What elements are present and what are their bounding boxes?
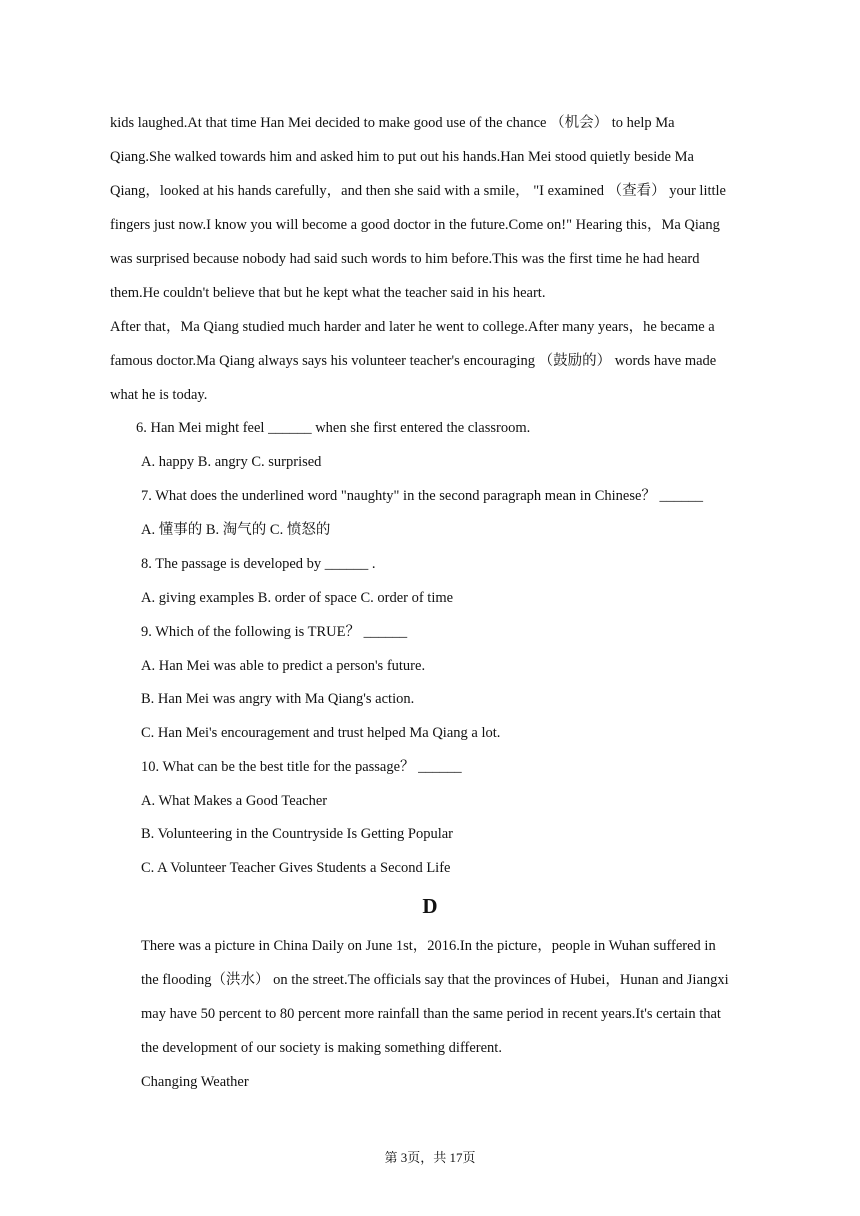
question-8-options: A. giving examples B. order of space C. order of time <box>141 590 454 606</box>
passage-line: famous doctor.Ma Qiang always says his volunteer teacher's encouraging （鼓励的） words have made <box>110 353 717 369</box>
passage-line: Qiang，looked at his hands carefully，and then she said with a smile， "I examined （查看） your little <box>110 183 726 199</box>
question-6-stem: 6. Han Mei might feel ______ when she first entered the classroom. <box>136 420 531 436</box>
question-7-options: A. 懂事的 B. 淘气的 C. 愤怒的 <box>141 522 331 538</box>
question-10-option-c: C. A Volunteer Teacher Gives Students a Second Life <box>141 860 451 876</box>
passage-line: the flooding（洪水） on the street.The officials say that the provinces of Hubei，Hunan and Jiangxi <box>141 972 729 988</box>
passage-line: kids laughed.At that time Han Mei decided to make good use of the chance （机会） to help Ma <box>110 115 675 131</box>
question-8-stem: 8. The passage is developed by ______ . <box>141 556 376 572</box>
question-10-option-b: B. Volunteering in the Countryside Is Getting Popular <box>141 826 453 842</box>
passage-line: the development of our society is making something different. <box>141 1040 502 1056</box>
question-9-stem: 9. Which of the following is TRUE？ ______ <box>141 624 408 640</box>
question-6-options: A. happy B. angry C. surprised <box>141 454 322 470</box>
passage-line: what he is today. <box>110 387 208 403</box>
passage-line: Qiang.She walked towards him and asked him to put out his hands.Han Mei stood quietly beside Ma <box>110 149 694 165</box>
section-heading: D <box>422 894 438 918</box>
question-10-option-a: A. What Makes a Good Teacher <box>141 793 328 809</box>
passage-line: Changing Weather <box>141 1074 249 1090</box>
question-9-option-b: B. Han Mei was angry with Ma Qiang's action. <box>141 691 415 707</box>
passage-line: was surprised because nobody had said such words to him before.This was the first time he had heard <box>110 251 700 267</box>
question-10-stem: 10. What can be the best title for the passage？ ______ <box>141 759 462 775</box>
passage-line: After that，Ma Qiang studied much harder and later he went to college.After many years，he became a <box>110 319 715 335</box>
passage-line: fingers just now.I know you will become a good doctor in the future.Come on!" Hearing this，Ma Qiang <box>110 217 720 233</box>
question-9-option-c: C. Han Mei's encouragement and trust helped Ma Qiang a lot. <box>141 725 501 741</box>
passage-line: There was a picture in China Daily on June 1st，2016.In the picture，people in Wuhan suffered in <box>141 938 716 954</box>
question-7-stem: 7. What does the underlined word "naughty" in the second paragraph mean in Chinese？ ______ <box>141 488 704 504</box>
passage-line: them.He couldn't believe that but he kept what the teacher said in his heart. <box>110 285 546 301</box>
page-number: 第 3页，共 17页 <box>384 1150 476 1165</box>
passage-line: may have 50 percent to 80 percent more rainfall than the same period in recent years.It's certain that <box>141 1006 721 1022</box>
question-9-option-a: A. Han Mei was able to predict a person's future. <box>141 658 426 674</box>
